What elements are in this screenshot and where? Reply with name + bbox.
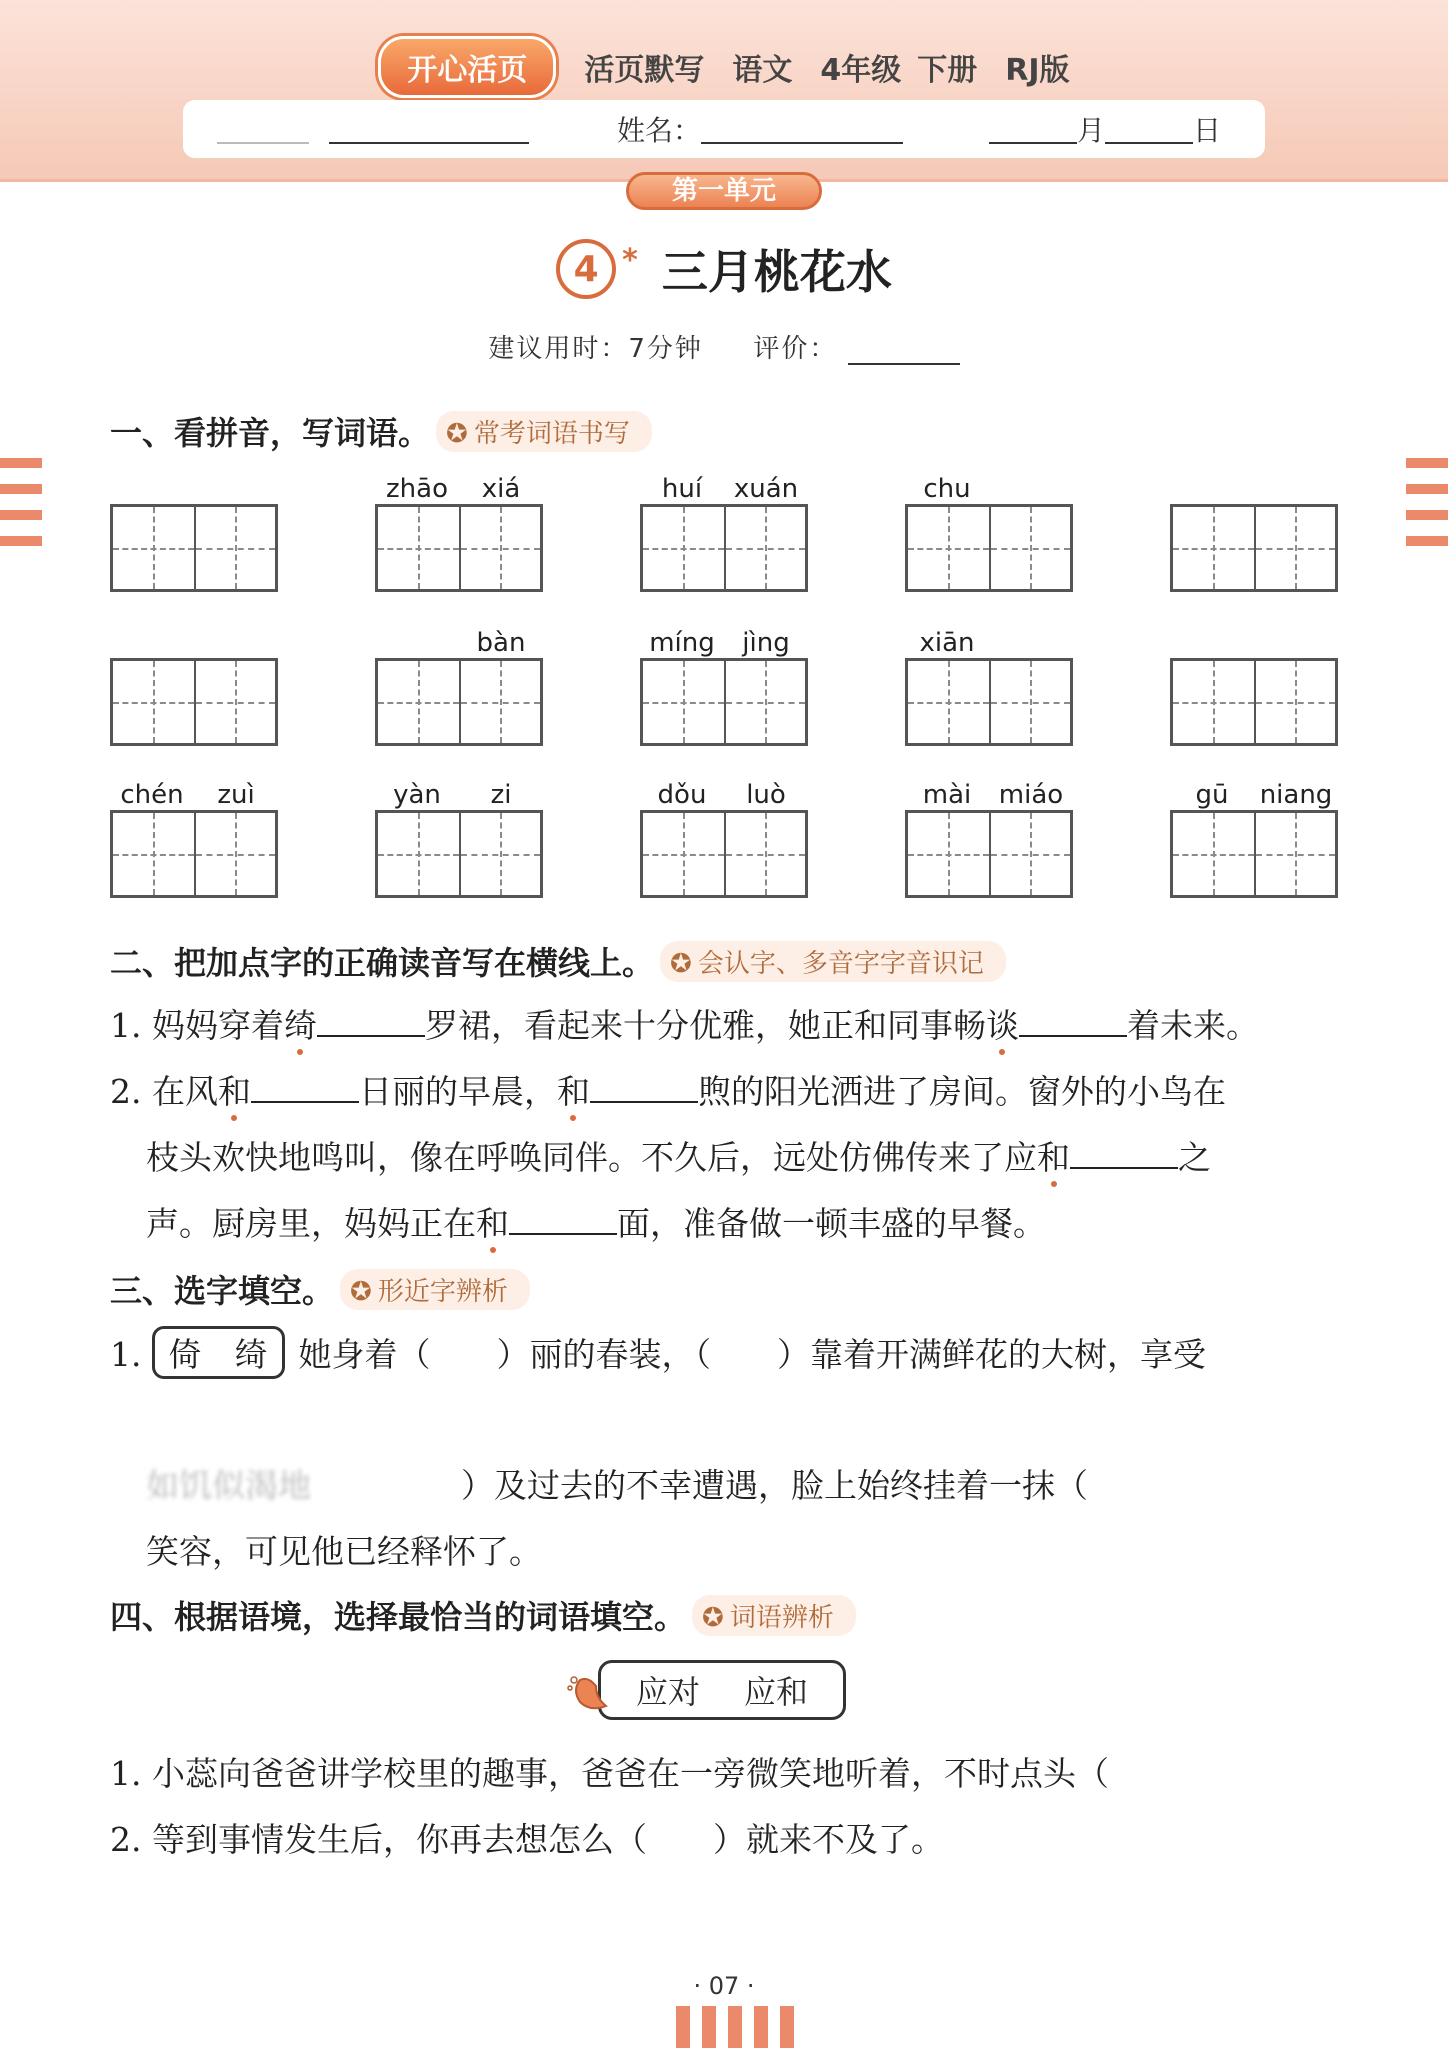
character-boxes (1170, 810, 1338, 898)
s3-q1-line3-text: 笑容，可见他已经释怀了。 (146, 1532, 542, 1571)
writing-box[interactable] (378, 813, 459, 895)
s2-q2-c: 煦的阳光洒进了房间。窗外的小鸟在 (697, 1072, 1226, 1111)
bottom-bars (676, 2006, 794, 2048)
s4-q2: 2. 等到事情发生后，你再去想怎么（ ）就来不及了。 (110, 1820, 944, 1859)
answer-blank[interactable] (251, 1073, 359, 1103)
section3-title: 三、选字填空。 (110, 1272, 335, 1310)
grade-label: 4年级 (820, 53, 902, 88)
pinyin-syllable: miáo (998, 780, 1064, 810)
writing-box[interactable] (459, 661, 540, 743)
pinyin-syllable: niang (1259, 780, 1333, 810)
pinyin-syllable: bàn (476, 628, 526, 658)
section4-tag-text: 词语辨析 (729, 1602, 834, 1633)
section2-tag-text: 会认字、多音字字音识记 (697, 948, 984, 979)
section1-tag-text: 常考词语书写 (473, 418, 630, 449)
name-label: 姓名： (617, 114, 702, 147)
pinyin-row (905, 474, 1073, 504)
character-boxes (640, 810, 808, 898)
answer-blank[interactable] (317, 1007, 425, 1037)
pinyin-syllable: jìng (742, 628, 790, 658)
tag-icon: ✪ (670, 948, 692, 979)
s3-q1-text: 她身着（ ）丽的春装，（ ）靠着开满鲜花的大树，享受 (298, 1335, 1206, 1374)
lesson-title-row (0, 236, 1448, 302)
tag-icon: ✪ (702, 1602, 724, 1633)
word-cell (110, 474, 278, 592)
s3-q1-line3 (146, 1526, 542, 1573)
section2-heading (110, 938, 1006, 984)
writing-box[interactable] (113, 813, 194, 895)
s2-q1-b: 罗裙，看起来十分优雅，她正和同事畅 (424, 1006, 986, 1045)
pinyin-row (1170, 780, 1338, 810)
pinyin-syllable (989, 628, 1073, 658)
s2-q2-line3 (146, 1198, 1046, 1245)
volume-label: 下册 (917, 53, 978, 88)
s3-q1-number: 1. (110, 1335, 142, 1374)
writing-box[interactable] (643, 507, 724, 589)
pinyin-row (110, 474, 278, 504)
pinyin-syllable: xiá (481, 474, 521, 504)
right-side-bars (1406, 458, 1448, 562)
pinyin-row (375, 628, 543, 658)
dotted-char: 和 (556, 1072, 590, 1111)
word-cell (375, 780, 543, 898)
meta-row (0, 328, 1448, 365)
brand-row (0, 36, 1448, 98)
word-option-1: 应对 (635, 1673, 700, 1711)
s4-q1: 1. 小蕊向爸爸讲学校里的趣事，爸爸在一旁微笑地听着，不时点头（ (110, 1754, 1109, 1793)
writing-box[interactable] (643, 661, 724, 743)
s2-q2-line1 (110, 1066, 1226, 1113)
page-number: · 07 · (693, 1972, 755, 2000)
writing-box[interactable] (724, 507, 805, 589)
pinyin-row (110, 780, 278, 810)
tag-icon: ✪ (350, 1276, 372, 1307)
word-cell (375, 628, 543, 746)
month-label: 月 (1077, 114, 1106, 147)
pinyin-syllable: gū (1195, 780, 1229, 810)
answer-blank[interactable] (590, 1073, 698, 1103)
pinyin-syllable: chu (923, 474, 971, 504)
class-line[interactable] (217, 114, 309, 144)
pinyin-syllable (375, 628, 459, 658)
pinyin-syllable (194, 628, 278, 658)
pinyin-row (110, 628, 278, 658)
writing-box[interactable] (194, 813, 275, 895)
section3-tag (340, 1269, 530, 1310)
section4-title: 四、根据语境，选择最恰当的词语填空。 (110, 1598, 687, 1636)
s2-q2-line2-a: 枝头欢快地鸣叫，像在呼唤同伴。不久后，远处仿佛传来了应 (146, 1138, 1037, 1177)
dotted-char: 谈 (985, 1006, 1019, 1045)
pinyin-syllable (194, 474, 278, 504)
suggested-time: 建议用时：7分钟 (488, 334, 703, 364)
unit-tag: 第一单元 (626, 172, 822, 210)
s2-q2-line2 (146, 1132, 1211, 1179)
day-line[interactable] (1105, 114, 1193, 144)
pinyin-syllable (1170, 474, 1254, 504)
pinyin-syllable: xiān (919, 628, 975, 658)
character-boxes (375, 504, 543, 592)
section1-heading (110, 408, 652, 454)
writing-box[interactable] (1254, 661, 1335, 743)
s2-q2-line3-b: 面，准备做一顿丰盛的早餐。 (617, 1204, 1046, 1243)
dotted-char: 和 (476, 1204, 509, 1243)
lesson-number: 4 (556, 239, 616, 299)
series-label: 活页默写 (584, 53, 705, 88)
section3-tag-text: 形近字辨析 (377, 1276, 508, 1307)
word-choice-box (598, 1660, 846, 1720)
edition-label: RJ版 (1005, 53, 1070, 88)
pinyin-syllable: zuì (217, 780, 255, 810)
character-boxes (640, 658, 808, 746)
s3-q1 (110, 1326, 1206, 1379)
pinyin-syllable: dǒu (657, 780, 707, 810)
s2-q2-line3-a: 声。厨房里，妈妈正在 (146, 1204, 476, 1243)
dotted-char: 和 (1037, 1138, 1070, 1177)
pinyin-row (1170, 474, 1338, 504)
pinyin-syllable (1254, 474, 1338, 504)
writing-box[interactable] (194, 661, 275, 743)
character-boxes (110, 810, 278, 898)
word-cell (905, 780, 1073, 898)
pinyin-row (905, 780, 1073, 810)
pinyin-row (375, 474, 543, 504)
section4-tag (692, 1595, 856, 1636)
pinyin-syllable (110, 628, 194, 658)
pinyin-syllable: huí (661, 474, 703, 504)
lesson-title: 三月桃花水 (661, 245, 892, 299)
writing-box[interactable] (989, 507, 1070, 589)
word-cell (1170, 780, 1338, 898)
pinyin-row (640, 628, 808, 658)
pinyin-syllable: zhāo (386, 474, 448, 504)
writing-box[interactable] (989, 661, 1070, 743)
character-boxes (110, 658, 278, 746)
writing-box[interactable] (989, 813, 1070, 895)
section2-title: 二、把加点字的正确读音写在横线上。 (110, 944, 655, 982)
word-cell (640, 628, 808, 746)
pinyin-syllable: luò (746, 780, 786, 810)
pinyin-syllable: zi (490, 780, 512, 810)
tag-icon: ✪ (446, 418, 468, 449)
word-cell (110, 780, 278, 898)
bell-icon (566, 1672, 616, 1716)
s2-q1-c: 着未来。 (1126, 1006, 1259, 1045)
pinyin-row (640, 474, 808, 504)
character-boxes (640, 504, 808, 592)
writing-box[interactable] (1173, 813, 1254, 895)
writing-box[interactable] (724, 661, 805, 743)
writing-box[interactable] (1254, 813, 1335, 895)
word-cell (1170, 474, 1338, 592)
writing-box[interactable] (1173, 661, 1254, 743)
writing-box[interactable] (1254, 507, 1335, 589)
word-cell (905, 474, 1073, 592)
pinyin-syllable: míng (649, 628, 715, 658)
character-boxes (375, 658, 543, 746)
s3-blurred-text: 如饥似渴地 (146, 1466, 311, 1505)
writing-box[interactable] (1173, 507, 1254, 589)
s2-q1 (110, 1000, 1259, 1047)
word-option-2: 应和 (744, 1673, 809, 1711)
answer-blank[interactable] (1019, 1007, 1127, 1037)
character-boxes (1170, 504, 1338, 592)
name-line[interactable] (701, 114, 903, 144)
name-bar (183, 100, 1265, 158)
character-boxes (375, 810, 543, 898)
school-line[interactable] (329, 114, 529, 144)
writing-box[interactable] (908, 813, 989, 895)
s2-q2-b: 日丽的早晨， (358, 1072, 557, 1111)
character-boxes (905, 504, 1073, 592)
pinyin-row (640, 780, 808, 810)
writing-box[interactable] (908, 661, 989, 743)
s2-q2-line2-b: 之 (1178, 1138, 1211, 1177)
month-line[interactable] (989, 114, 1077, 144)
writing-box[interactable] (378, 507, 459, 589)
pinyin-syllable: mài (922, 780, 972, 810)
dotted-char: 绮 (283, 1006, 317, 1045)
writing-box[interactable] (908, 507, 989, 589)
dotted-char: 和 (217, 1072, 251, 1111)
pinyin-row (905, 628, 1073, 658)
evaluation-line[interactable] (848, 339, 960, 365)
answer-blank[interactable] (509, 1205, 617, 1235)
section1-tag (436, 411, 652, 452)
pinyin-syllable: chén (120, 780, 184, 810)
subject-label: 语文 (732, 53, 793, 88)
writing-box[interactable] (459, 507, 540, 589)
brand-logo: 开心活页 (378, 36, 556, 98)
s3-q1-line2 (146, 1460, 1088, 1507)
char-choice-box: 倚 绮 (152, 1326, 285, 1379)
section2-tag (660, 941, 1006, 982)
character-boxes (110, 504, 278, 592)
day-label: 日 (1193, 114, 1222, 147)
writing-box[interactable] (113, 661, 194, 743)
writing-box[interactable] (643, 813, 724, 895)
section3-heading (110, 1266, 530, 1312)
left-side-bars (0, 458, 42, 562)
writing-box[interactable] (459, 813, 540, 895)
evaluation-label: 评价： (753, 334, 838, 364)
pinyin-row (1170, 628, 1338, 658)
character-boxes (905, 658, 1073, 746)
answer-blank[interactable] (1070, 1139, 1178, 1169)
word-cell (1170, 628, 1338, 746)
pinyin-syllable (1170, 628, 1254, 658)
writing-box[interactable] (378, 661, 459, 743)
character-boxes (905, 810, 1073, 898)
pinyin-syllable: yàn (393, 780, 441, 810)
pinyin-row (375, 780, 543, 810)
section4-heading (110, 1592, 856, 1638)
s2-q2-a: 2. 在风 (110, 1072, 218, 1111)
s3-q1-line2-text: ）及过去的不幸遭遇，脸上始终挂着一抹（ (461, 1466, 1088, 1505)
character-boxes (1170, 658, 1338, 746)
pinyin-syllable: xuán (733, 474, 799, 504)
section1-title: 一、看拼音，写词语。 (110, 414, 431, 452)
word-cell (640, 780, 808, 898)
lesson-star: * (622, 242, 638, 278)
word-cell (640, 474, 808, 592)
s2-q1-a: 1. 妈妈穿着 (110, 1006, 284, 1045)
writing-box[interactable] (194, 507, 275, 589)
writing-box[interactable] (724, 813, 805, 895)
word-cell (905, 628, 1073, 746)
writing-box[interactable] (113, 507, 194, 589)
pinyin-syllable (989, 474, 1073, 504)
word-cell (375, 474, 543, 592)
pinyin-syllable (1254, 628, 1338, 658)
pinyin-syllable (110, 474, 194, 504)
word-cell (110, 628, 278, 746)
